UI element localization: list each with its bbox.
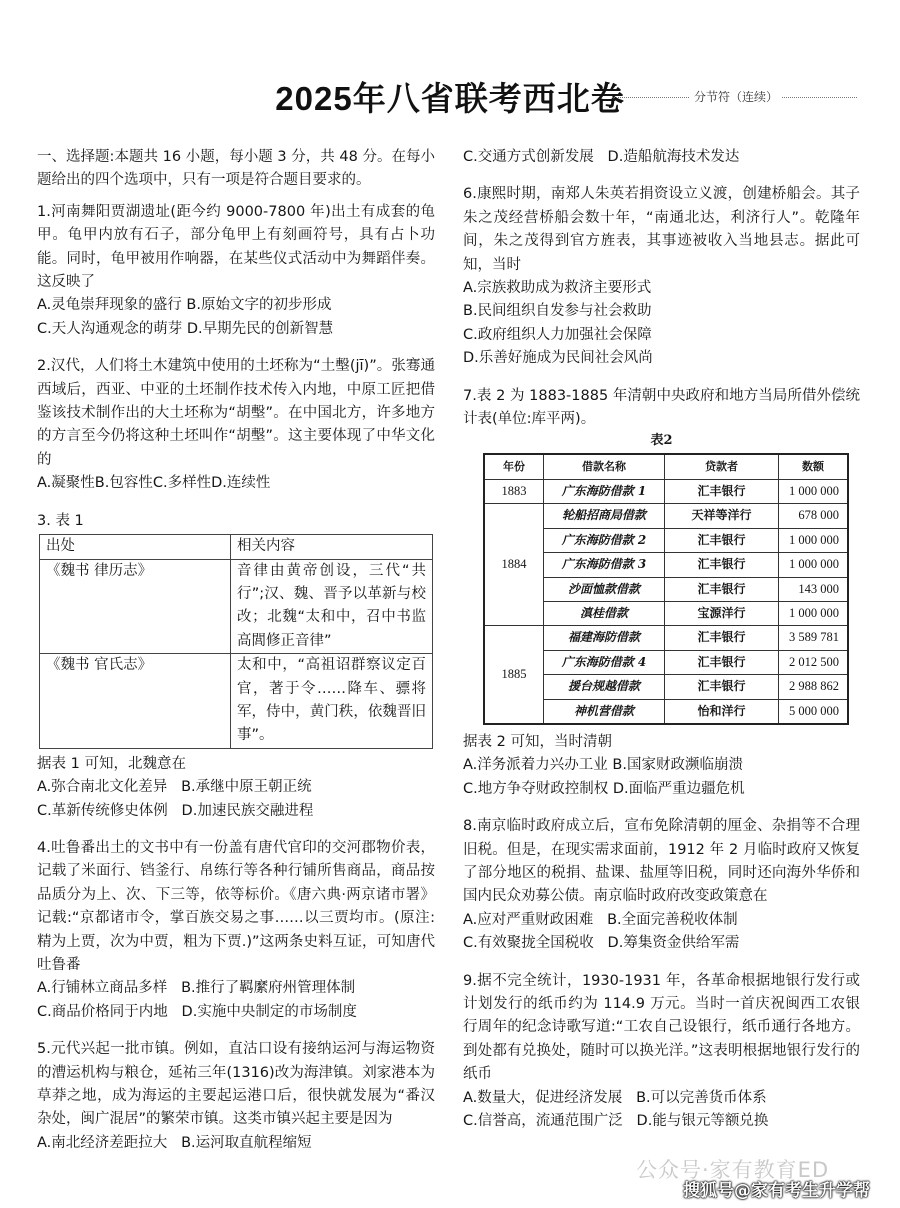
table-header: 借款名称	[544, 454, 665, 479]
option-line: A.应对严重财政困难 B.全面完善税收体制	[463, 911, 738, 928]
table-cell-year: 1883	[484, 479, 544, 503]
question-1	[37, 201, 435, 341]
table-cell-name: 福建海防借款	[544, 626, 665, 650]
table-cell-name: 广东海防借款 1	[544, 479, 665, 503]
table-cell-lender: 汇丰银行	[665, 553, 779, 577]
option-line: C.信誉高，流通范围广泛 D.能与银元等额兑换	[463, 1113, 769, 1130]
table-cell-amount: 1 000 000	[779, 553, 849, 577]
table-cell-lender: 汇丰银行	[665, 528, 779, 552]
option-line: A.数量大，促进经济发展 B.可以完善货币体系	[463, 1089, 767, 1106]
option-line: C.商品价格同于内地 D.实施中央制定的市场制度	[37, 1003, 357, 1020]
table-cell-amount: 2 988 862	[779, 675, 849, 699]
option-line: A.弥合南北文化差异 B.承继中原王朝正统	[37, 779, 312, 796]
table-cell-amount: 2 012 500	[779, 650, 849, 674]
question-3	[37, 510, 435, 823]
table-row	[484, 479, 848, 503]
table-label: 3. 表 1	[37, 512, 84, 529]
option-line: D.乐善好施成为民间社会风尚	[463, 350, 653, 367]
table-cell-amount: 1 000 000	[779, 479, 849, 503]
question-stem: 据表 2 可知，当时清朝	[463, 733, 612, 750]
table-cell-lender: 汇丰银行	[665, 626, 779, 650]
table-row	[484, 504, 848, 528]
option-line: C.交通方式创新发展 D.造船航海技术发达	[463, 149, 740, 165]
question-9	[463, 970, 860, 1134]
table-row	[484, 626, 848, 650]
question-6	[463, 183, 860, 370]
table-cell: 太和中，“高祖诏群察议定百官，著于令……降车、骠将军，侍中，黄门秩，依魏晋旧事”。	[231, 654, 433, 749]
question-stem: 5.元代兴起一批市镇。例如，直沽口设有接纳运河与海运物资的漕运机构与粮仓，延祐三年(1316)改为海津镇。刘家港本为草莽之地，成为海运的主要起运港口后，很快就发展为“番汉杂处，闽广混居”的繁荣市镇。这类市镇兴起主要是因为	[37, 1041, 435, 1128]
table-cell-name: 沙面恤款借款	[544, 577, 665, 601]
option-line: A.洋务派着力兴办工业 B.国家财政濒临崩溃	[463, 757, 743, 774]
option-line: C.有效聚拢全国税收 D.筹集资金供给军需	[463, 935, 740, 952]
table-header: 贷款者	[665, 454, 779, 479]
question-5	[37, 1038, 435, 1155]
table-1	[39, 534, 433, 749]
question-stem: 2.汉代，人们将土木建筑中使用的土坯称为“土墼(jī)”。张骞通西域后，西亚、中亚的土坯制作技术传入内地，中原工匠把借鉴该技术制作出的大土坯称为“胡墼”。在中国北方，许多地方的方言至今仍将这种土坯叫作“胡墼”。这主要体现了中华文化的	[37, 358, 435, 468]
table-cell-lender: 怡和洋行	[665, 699, 779, 724]
question-intro	[37, 146, 435, 193]
table-cell-name: 轮船招商局借款	[544, 504, 665, 528]
question-stem: 1.河南舞阳贾湖遗址(距今约 9000-7800 年)出土有成套的龟甲。龟甲内放有石子，部分龟甲上有刻画符号，具有占卜功能。同时，龟甲被用作响器，在某些仪式活动中为舞蹈伴奏。这反映了	[37, 203, 435, 291]
option-line: B.民间组织自发参与社会救助	[463, 303, 652, 320]
table-header: 年份	[484, 454, 544, 479]
table-cell: 音律由黄帝创设，三代“共行”;汉、魏、晋予以革新与校改；北魏“太和中，召中书监高閭修正音律”	[231, 559, 433, 654]
table-cell-name: 援台规越借款	[544, 675, 665, 699]
question-4	[37, 837, 435, 1024]
question-stem: 4.吐鲁番出土的文书中有一份盖有唐代官印的交河郡物价表，记载了米面行、铛釜行、帛练行等各种行铺所售商品，商品按品质分为上、次、下三等，依等标价。《唐六典·两京诸市署》记载:“京都诸市令，掌百族交易之事……以三贾均市。(原注:精为上贾，次为中贾，粗为下贾.)”这两条史料互证，可知唐代吐鲁番	[37, 839, 435, 973]
option-line: A.灵龟崇拜现象的盛行 B.原始文字的初步形成	[37, 297, 332, 314]
question-stem: 6.康熙时期，南郑人朱英若捐资设立义渡，创建桥船会。其子朱之茂经营桥船会数十年，“南通北达，利济行人”。乾隆年间，朱之茂得到官方旌表，其事迹被收入当地县志。据此可知，当时	[463, 186, 860, 273]
question-stem: 据表 1 可知，北魏意在	[37, 755, 186, 772]
question-8	[463, 815, 860, 955]
table-cell-amount: 3 589 781	[779, 626, 849, 650]
table-cell-name: 广东海防借款 2	[544, 528, 665, 552]
source-watermark: 搜狐号@家有考生升学帮	[683, 1181, 870, 1201]
table-cell-name: 广东海防借款 4	[544, 650, 665, 674]
question-2	[37, 355, 435, 495]
table-cell-year: 1885	[484, 626, 544, 724]
table-cell-lender: 天祥等洋行	[665, 504, 779, 528]
table-cell: 《魏书 律历志》	[40, 559, 231, 654]
option-line: C.地方争夺财政控制权 D.面临严重边疆危机	[463, 780, 745, 797]
option-line: A.宗族救助成为救济主要形式	[463, 280, 652, 297]
table-row	[40, 559, 433, 654]
table-cell-amount: 678 000	[779, 504, 849, 528]
table-header: 出处	[40, 535, 231, 559]
table-cell-amount: 143 000	[779, 577, 849, 601]
table-header-row	[484, 454, 848, 479]
table-header: 相关内容	[231, 535, 433, 559]
question-7	[463, 385, 860, 802]
option-line: A.南北经济差距拉大 B.运河取直航程缩短	[37, 1134, 312, 1151]
table-cell-name: 滇桂借款	[544, 601, 665, 625]
option-line: A.行铺林立商品多样 B.推行了羁縻府州管理体制	[37, 980, 356, 997]
table-cell-amount: 1 000 000	[779, 528, 849, 552]
table-cell-lender: 汇丰银行	[665, 577, 779, 601]
intro-text: 一、选择题:本题共 16 小题，每小题 3 分，共 48 分。在每小题给出的四个选项中，只有一项是符合题目要求的。	[37, 149, 435, 189]
table-cell-name: 广东海防借款 3	[544, 553, 665, 577]
table-cell-amount: 5 000 000	[779, 699, 849, 724]
table-header: 数额	[779, 454, 849, 479]
left-column	[37, 146, 435, 1169]
option-line: C.天人沟通观念的萌芽 D.早期先民的创新智慧	[37, 320, 334, 337]
option-line: C.革新传统修史体例 D.加速民族交融进程	[37, 802, 314, 819]
table-row	[40, 654, 433, 749]
question-stem: 9.据不完全统计，1930-1931 年，各革命根据地银行发行或计划发行的纸币约为 114.9 万元。当时一首庆祝闽西工农银行周年的纪念诗歌写道:“工农自己设银行，纸币通行各地方。到处都有兑换处，随时可以换光洋。”这表明根据地银行发行的纸币	[463, 972, 860, 1083]
table-cell-name: 神机营借款	[544, 699, 665, 724]
question-5-continued	[463, 146, 860, 169]
option-line: A.凝聚性B.包容性C.多样性D.连续性	[37, 475, 271, 492]
right-column	[463, 146, 860, 1147]
table-cell-amount: 1 000 000	[779, 601, 849, 625]
question-stem: 8.南京临时政府成立后，宣布免除清朝的厘金、杂捐等不合理旧税。但是，在现实需求面前，1912 年 2 月临时政府又恢复了部分地区的税捐、盐课、盐厘等旧税，同时还向海外华侨和国内民众劝募公债。南京临时政府改变政策意在	[463, 818, 860, 905]
table-cell-year: 1884	[484, 504, 544, 626]
option-line: C.政府组织人力加强社会保障	[463, 326, 652, 343]
channel-watermark: 公众号·家有教育ED	[636, 1158, 830, 1182]
question-stem: 7.表 2 为 1883-1885 年清朝中央政府和地方当局所借外偿统计表(单位:库平两)。	[463, 387, 860, 428]
document-title: 2025年八省联考西北卷	[275, 80, 625, 117]
table-header-row	[40, 535, 433, 559]
section-break-label: 分节符（连续）	[690, 88, 782, 105]
table-cell: 《魏书 官氏志》	[40, 654, 231, 749]
table-cell-lender: 宝源洋行	[665, 601, 779, 625]
table-cell-lender: 汇丰银行	[665, 675, 779, 699]
table-2-title: 表2	[650, 433, 673, 449]
table-cell-lender: 汇丰银行	[665, 479, 779, 503]
table-2	[483, 453, 849, 724]
table-cell-lender: 汇丰银行	[665, 650, 779, 674]
